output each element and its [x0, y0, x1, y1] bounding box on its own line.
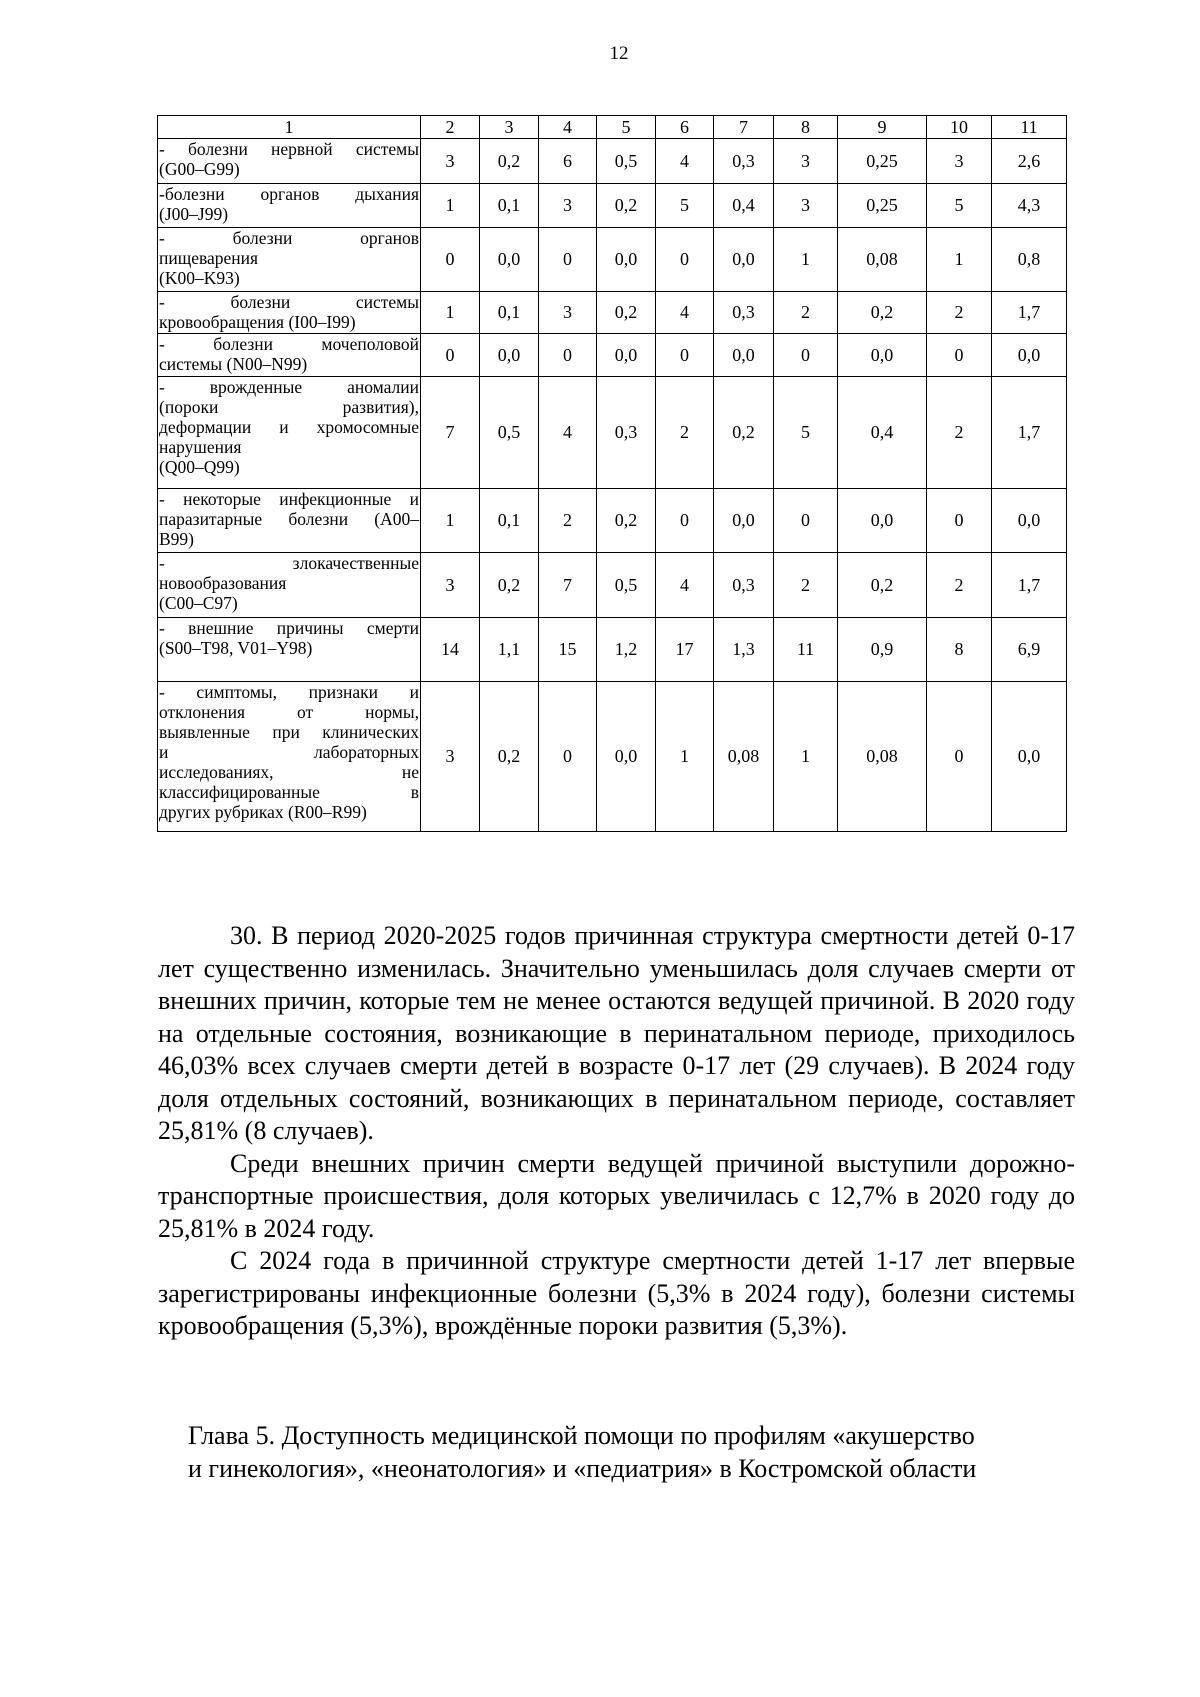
table-cell: 0,4 [838, 377, 927, 489]
mortality-table [157, 115, 1067, 832]
column-header-5: 5 [597, 116, 656, 139]
table-cell: 8 [927, 618, 992, 682]
column-header-11: 11 [992, 116, 1067, 139]
row-label: - болезни системы кровообращения (I00–I99) [159, 292, 419, 332]
table-cell: 0,2 [480, 553, 539, 618]
column-header-7: 7 [714, 116, 774, 139]
table-cell: 0,2 [597, 184, 656, 228]
column-header-2: 2 [421, 116, 480, 139]
table-row [158, 377, 1067, 489]
table-cell: 2 [774, 553, 838, 618]
row-label: - болезни нервной системы (G00–G99) [158, 139, 421, 184]
row-label: - болезни органов пищеварения (K00–K93) [158, 228, 421, 292]
table-cell: 15 [539, 618, 597, 682]
column-header-10: 10 [927, 116, 992, 139]
table-row [158, 618, 1067, 682]
table-row [158, 489, 1067, 553]
table-cell: 0,3 [714, 553, 774, 618]
table-cell: 3 [539, 292, 597, 334]
chapter-title [188, 1419, 1088, 1485]
table-cell: 0,8 [992, 228, 1067, 292]
table-cell: 0,0 [480, 228, 539, 292]
table-row [158, 553, 1067, 618]
table-cell: 2 [539, 489, 597, 553]
table-cell: 0 [656, 489, 714, 553]
table-cell: 0,2 [597, 489, 656, 553]
table-cell: 0,0 [714, 334, 774, 377]
row-label: - врожденные аномалии (пороки развития), деформации и хромосомные нарушения (Q00–Q99) [158, 377, 421, 489]
table-cell: 1 [421, 184, 480, 228]
table-cell: 0,5 [480, 377, 539, 489]
table-row [158, 682, 1067, 832]
table-cell: 0,0 [992, 334, 1067, 377]
table-cell: 4,3 [992, 184, 1067, 228]
table-cell: 1 [421, 489, 480, 553]
table-cell: 1,7 [992, 553, 1067, 618]
table-cell: 0 [656, 228, 714, 292]
table-cell: 4 [656, 139, 714, 184]
table-cell: 11 [774, 618, 838, 682]
table-cell: 3 [539, 184, 597, 228]
table-row [158, 334, 1067, 377]
table-cell: 1 [656, 682, 714, 832]
table-cell: 0,08 [838, 682, 927, 832]
table-cell: 0 [927, 334, 992, 377]
table-cell: 1,1 [480, 618, 539, 682]
table-cell: 1 [927, 228, 992, 292]
table-cell: 7 [539, 553, 597, 618]
table-cell: 0,25 [838, 139, 927, 184]
table-cell: 0 [774, 489, 838, 553]
table-cell: 1 [774, 228, 838, 292]
table-cell: 6,9 [992, 618, 1067, 682]
row-label: - злокачественные новообразования (C00–C97) [158, 553, 421, 618]
table-cell: 3 [421, 682, 480, 832]
table-cell: 0,1 [480, 292, 539, 334]
table-cell: 1,2 [597, 618, 656, 682]
table-cell: 3 [421, 553, 480, 618]
paragraph-external-causes: Среди внешних причин смерти ведущей причиной выступили дорожно-транспортные происшествия, доля которых увеличилась с 12,7% в 2020 году до 25,81% в 2024 году. [158, 1148, 1075, 1243]
table-cell: 0,5 [597, 139, 656, 184]
column-header-4: 4 [539, 116, 597, 139]
table-cell: 0,2 [480, 139, 539, 184]
table-cell: 3 [774, 184, 838, 228]
table-cell: 0,0 [597, 334, 656, 377]
table-cell: 0,0 [597, 228, 656, 292]
table-cell: 3 [774, 139, 838, 184]
table-cell: 0,2 [838, 553, 927, 618]
table-cell: 2 [927, 377, 992, 489]
table-cell: 1 [421, 292, 480, 334]
column-header-9: 9 [838, 116, 927, 139]
table-cell: 1,7 [992, 377, 1067, 489]
table-cell: 0 [539, 334, 597, 377]
table-cell: 0,9 [838, 618, 927, 682]
table-cell: 0,2 [838, 292, 927, 334]
table-cell: 0 [927, 682, 992, 832]
table-cell: 0,2 [714, 377, 774, 489]
column-header-3: 3 [480, 116, 539, 139]
table-cell: 0,0 [992, 489, 1067, 553]
column-header-6: 6 [656, 116, 714, 139]
table-cell: 0,3 [714, 139, 774, 184]
table-cell: 2 [774, 292, 838, 334]
table-cell: 1,3 [714, 618, 774, 682]
table-cell: 0,0 [714, 489, 774, 553]
table-cell: 0,08 [838, 228, 927, 292]
table-cell: 0 [656, 334, 714, 377]
row-label: - некоторые инфекционные и паразитарные болезни (A00– B99) [158, 489, 421, 553]
table-cell: 6 [539, 139, 597, 184]
page-number: 12 [609, 43, 629, 64]
table-row [158, 292, 1067, 334]
row-label: - болезни мочеполовой системы (N00–N99) [158, 334, 421, 377]
table-cell: 0,0 [838, 489, 927, 553]
table-cell: 0,2 [597, 292, 656, 334]
column-header-8: 8 [774, 116, 838, 139]
table-cell: 0 [774, 334, 838, 377]
table-cell: 7 [421, 377, 480, 489]
table-cell: 1 [774, 682, 838, 832]
table-cell: 0 [539, 228, 597, 292]
row-label: -болезни органов дыхания (J00–J99) [158, 184, 421, 228]
table-cell: 5 [774, 377, 838, 489]
table-cell: 0,3 [597, 377, 656, 489]
table-cell: 4 [656, 292, 714, 334]
table-cell: 0,0 [480, 334, 539, 377]
table-cell: 0,25 [838, 184, 927, 228]
table-row [158, 184, 1067, 228]
table-cell: 0 [421, 334, 480, 377]
column-header-1: 1 [158, 116, 421, 139]
body-text [158, 920, 1075, 1343]
table-cell: 2 [927, 292, 992, 334]
table-cell: 0,1 [480, 489, 539, 553]
table-cell: 0 [539, 682, 597, 832]
table-cell: 0,0 [838, 334, 927, 377]
table-cell: 0,0 [992, 682, 1067, 832]
table-cell: 0,2 [480, 682, 539, 832]
table-cell: 4 [539, 377, 597, 489]
chapter-title-line-1: Глава 5. Доступность медицинской помощи по профилям «акушерство [188, 1421, 975, 1450]
table-cell: 1,7 [992, 292, 1067, 334]
chapter-title-line-2: и гинекология», «неонатология» и «педиатрия» в Костромской области [188, 1454, 977, 1483]
table-cell: 0,0 [714, 228, 774, 292]
table-cell: 0,4 [714, 184, 774, 228]
table-cell: 0,1 [480, 184, 539, 228]
table-cell: 0,3 [714, 292, 774, 334]
row-label: - внешние причины смерти (S00–T98, V01–Y98) [158, 618, 421, 682]
table-cell: 5 [927, 184, 992, 228]
table-cell: 5 [656, 184, 714, 228]
paragraph-30: 30. В период 2020-2025 годов причинная структура смертности детей 0-17 лет существенно изменилась. Значительно уменьшилась доля случаев смерти от внешних причин, которые тем не менее остаются ведущей причиной. В 2020 году на отдельные состояния, возникающие в перинатальном периоде, приходилось 46,03% всех случаев смерти детей в возрасте 0-17 лет (29 случаев). В 2024 году доля отдельных состояний, возникающих в перинатальном периоде, составляет 25,81% (8 случаев). [158, 921, 1075, 1145]
table-cell: 2 [656, 377, 714, 489]
table-cell: 4 [656, 553, 714, 618]
table-header-row [158, 116, 1067, 139]
table-cell: 0 [421, 228, 480, 292]
table-cell: 0,08 [714, 682, 774, 832]
table-cell: 3 [421, 139, 480, 184]
table-cell: 17 [656, 618, 714, 682]
paragraph-2024: С 2024 года в причинной структуре смертности детей 1-17 лет впервые зарегистрированы инфекционные болезни (5,3% в 2024 году), болезни системы кровообращения (5,3%), врождённые пороки развития (5,3%). [158, 1246, 1075, 1340]
table-row [158, 139, 1067, 184]
table-row [158, 228, 1067, 292]
table-cell: 14 [421, 618, 480, 682]
table-cell: 0,0 [597, 682, 656, 832]
table-cell: 2 [927, 553, 992, 618]
row-label: - симптомы, признаки и отклонения от нормы, выявленные при клинических и лабораторных исследованиях, не классифицированные в других рубриках (R00–R99) [158, 682, 421, 832]
table-cell: 3 [927, 139, 992, 184]
table-cell: 2,6 [992, 139, 1067, 184]
table-cell: 0 [927, 489, 992, 553]
table-cell: 0,5 [597, 553, 656, 618]
